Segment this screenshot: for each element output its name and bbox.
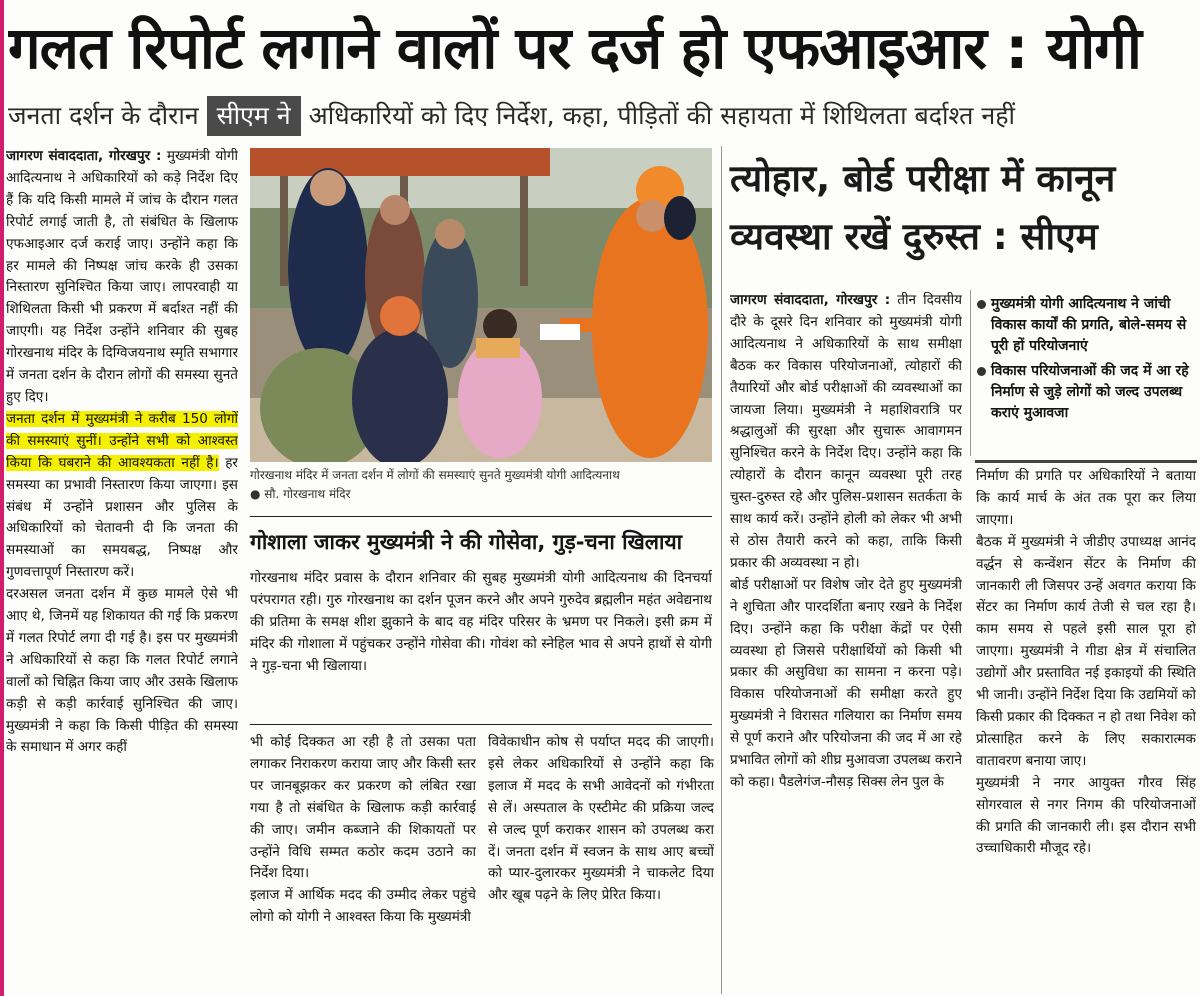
story3-byline: जागरण संवाददाता, गोरखपुर : [730, 292, 891, 308]
janta-darshan-photo-illustration [250, 148, 712, 462]
highlight-divider [970, 290, 971, 456]
story3-column-2 [976, 466, 1196, 994]
story3-col2: निर्माण की प्रगति पर अधिकारियों ने बताया कि कार्य मार्च के अंत तक पूरा कर लिया जाएगा। [976, 468, 1196, 528]
story3-col1b: बोर्ड परीक्षाओं पर विशेष जोर देते हुए मुख्यमंत्री ने शुचिता और पारदर्शिता बनाए रखने के निर्देश दिए। उन्होंने कहा कि परीक्षा केंद्रों पर ऐसी व्यवस्था हो जिससे परीक्षार्थियों को किसी भी प्रकार की असुविधा का सामना न करना पड़े। विकास परियोजनाओं की समीक्षा करते हुए मुख्यमंत्री ने विरासत गलियारा का निर्माण समय से पूर्ण कराने और परियोजना की जद में आ रहे प्रभावित लोगों को शीघ्र मुआवजा उपलब्ध कराने को कहा। पैडलेगंज-नौसड़ सिक्स लेन पुल के [730, 576, 962, 790]
story3-highlights [975, 294, 1197, 460]
story1-column-2 [250, 732, 476, 994]
story1-column-1 [6, 146, 238, 994]
story1-col2: भी कोई दिक्कत आ रही है तो उसका पता लगाकर निराकरण कराया जाए और किसी स्तर पर जानबूझकर कर प्रकरण को लंबित रखा गया है तो संबंधित के खिलाफ कड़ी कार्रवाई की जाए। जमीन कब्जाने की शिकायतों पर उन्होंने विधि सम्मत कठोर कदम उठाने का निर्देश दिया। [250, 734, 476, 882]
main-headline: गलत रिपोर्ट लगाने वालों पर दर्ज हो एफआइआर : योगी [8, 14, 1141, 82]
news-photo [250, 148, 712, 462]
subheadline-boxed: सीएम ने [207, 96, 301, 136]
story3-column-1 [730, 290, 962, 994]
rule [975, 460, 1197, 463]
story1-para3: दरअसल जनता दर्शन में कुछ मामले ऐसे भी आए थे, जिनमें यह शिकायत की गई कि प्रकरण में गलत रिपोर्ट लगा दी गई है। इस पर मुख्यमंत्री ने अधिकारियों से कहा कि गलत रिपोर्ट लगाने वालों को चिह्नित किया जाए और उसके खिलाफ कड़ी से कड़ी कार्रवाई सुनिश्चित की जाए। मुख्यमंत्री ने कहा कि किसी पीड़ित की समस्या के समाधान में अगर कहीं [6, 586, 238, 756]
subheadline-pre: जनता दर्शन के दौरान [8, 101, 199, 130]
highlight-text: मुख्यमंत्री योगी आदित्यनाथ ने जांची विकास कार्यों की प्रगति, बोले-समय से पूरी हों परियोजनाएं [991, 296, 1187, 354]
page-edge-accent [0, 0, 4, 996]
story1-col2b: इलाज में आर्थिक मदद की उम्मीद लेकर पहुंचे लोगो को योगी ने आश्वस्त किया कि मुख्यमंत्री [250, 887, 476, 926]
story3-col2b: बैठक में मुख्यमंत्री ने जीडीए उपाध्यक्ष आनंद वर्द्धन से कन्वेंशन सेंटर के निर्माण की जानकारी ली जिसपर उन्हें अवगत कराया कि सेंटर का निर्माण कार्य तेजी से चल रहा है। काम समय से पहले इसी साल पूरा हो जाएगा। मुख्यमंत्री ने गीडा क्षेत्र में संचालित उद्योगों और प्रस्तावित नई इकाइयों की स्थिति भी जानी। उन्होंने निर्देश दिया कि उद्यमियों को किसी प्रकार की दिक्कत न हो तथा निवेश को प्रोत्साहित करने के लिए सकारात्मक वातावरण बनाया जाए। [976, 533, 1196, 769]
story3-col2c: मुख्यमंत्री ने नगर आयुक्त गौरव सिंह सोगरवाल से नगर निगम की परियोजनाओं की प्रगति की जानकारी ली। इस दौरान सभी उच्चाधिकारी मौजूद रहे। [976, 774, 1196, 857]
rule [250, 724, 712, 725]
highlight-item [975, 361, 1197, 424]
photo-credit: ● सौ. गोरखनाथ मंदिर [250, 487, 351, 501]
photo-caption-block [250, 466, 714, 514]
story2-headline: गोशाला जाकर मुख्यमंत्री ने की गोसेवा, गुड़-चना खिलाया [250, 530, 683, 554]
story1-byline: जागरण संवाददाता, गोरखपुर : [6, 148, 162, 164]
bullet-icon [977, 300, 986, 309]
highlight-text: विकास परियोजनाओं की जद में आ रहे निर्माण से जुड़े लोगों को जल्द उपलब्ध कराएं मुआवजा [991, 363, 1189, 421]
subheadline-post: अधिकारियों को दिए निर्देश, कहा, पीड़ितों की सहायता में शिथिलता बर्दाश्त नहीं [308, 101, 1015, 130]
story1-column-3: विवेकाधीन कोष से पर्याप्त मदद की जाएगी। इसे लेकर अधिकारियों से उन्होंने कहा कि इलाज में मदद के सभी आवेदनों को गंभीरता से लें। अस्पताल के एस्टीमेट की प्रक्रिया जल्द से जल्द पूर्ण कराकर शासन को उपलब्ध करा दें। जनता दर्शन में स्वजन के साथ आए बच्चों को प्यार-दुलारकर मुख्यमंत्री ने चाकलेट दिया और खूब पढ़ने के लिए प्रेरित किया। [488, 734, 714, 904]
rule [250, 516, 712, 517]
story2-body: गोरखनाथ मंदिर प्रवास के दौरान शनिवार की सुबह मुख्यमंत्री योगी आदित्यनाथ की दिनचर्या परंपरागत रही। गुरु गोरखनाथ का दर्शन पूजन करने और अपने गुरुदेव ब्रह्मलीन महंत अवेद्यनाथ की प्रतिमा के समक्ष शीश झुकाने के बाद वह मंदिर परिसर के भ्रमण पर निकले। इसी क्रम में मंदिर की गोशाला में पहुंचकर उन्होंने गोसेवा की। गोवंश को स्नेहिल भाव से अपने हाथों से योगी ने गुड़-चना भी खिलाया। [250, 570, 712, 674]
story3-col1: तीन दिवसीय दौरे के दूसरे दिन शनिवार को मुख्यमंत्री योगी आदित्यनाथ ने अधिकारियों के साथ समीक्षा बैठक कर विकास परियोजनाओं, त्योहारों की तैयारियों और बोर्ड परीक्षाओं की व्यवस्थाओं का जायजा लिया। मुख्यमंत्री ने महाशिवरात्रि पर श्रद्धालुओं की सुरक्षा और सुचारू आवागमन सुनिश्चित करने के निर्देश दिए। उन्होंने कहा कि त्योहारों के दौरान कानून व्यवस्था पूरी तरह चुस्त-दुरुस्त रहे और पुलिस-प्रशासन सतर्कता के साथ कार्य करें। उन्होंने होली को लेकर भी अभी से ठोस तैयारी करने को कहा, ताकि किसी प्रकार की अव्यवस्था न हो। [730, 292, 962, 571]
story3-headline: त्योहार, बोर्ड परीक्षा में कानून व्यवस्था रखें दुरुस्त : सीएम [730, 157, 1116, 258]
story1-para2: हर समस्या का प्रभावी निस्तारण किया जाएगा। इस संबंध में उन्होंने प्रशासन और पुलिस के अधिकारियों को चेतावनी दी कि जनता की समस्याओं का समयबद्ध, निष्पक्ष और गुणवत्तापूर्ण निस्तारण करें। [6, 454, 238, 581]
story1-highlight: जनता दर्शन में मुख्यमंत्री ने करीब 150 लोगों की समस्याएं सुनीं। उन्होंने सभी को आश्वस्त किया कि घबराने की आवश्यकता नहीं है। [6, 410, 238, 471]
story1-para1: मुख्यमंत्री योगी आदित्यनाथ ने अधिकारियों को कड़े निर्देश दिए हैं कि यदि किसी मामले में जांच के दौरान गलत रिपोर्ट लगाई जाती है, तो संबंधित के खिलाफ एफआइआर दर्ज कराई जाए। उन्होंने कहा कि हर मामले की निष्पक्ष जांच करके ही उसका निस्तारण सुनिश्चित किया जाए। लापरवाही या शिथिलता किसी भी प्रकरण में बर्दाश्त नहीं की जाएगी। यह निर्देश उन्होंने शनिवार की सुबह गोरखनाथ मंदिर के दिग्विजयनाथ स्मृति सभागार में जनता दर्शन के दौरान लोगों की समस्या सुनते हुए दिए। [6, 148, 238, 405]
subheadline [8, 94, 1196, 138]
bullet-icon [977, 367, 986, 376]
column-divider [721, 146, 722, 994]
photo-caption: गोरखनाथ मंदिर में जनता दर्शन में लोगों की समस्याएं सुनते मुख्यमंत्री योगी आदित्यनाथ [250, 468, 620, 482]
highlight-item [975, 294, 1197, 357]
